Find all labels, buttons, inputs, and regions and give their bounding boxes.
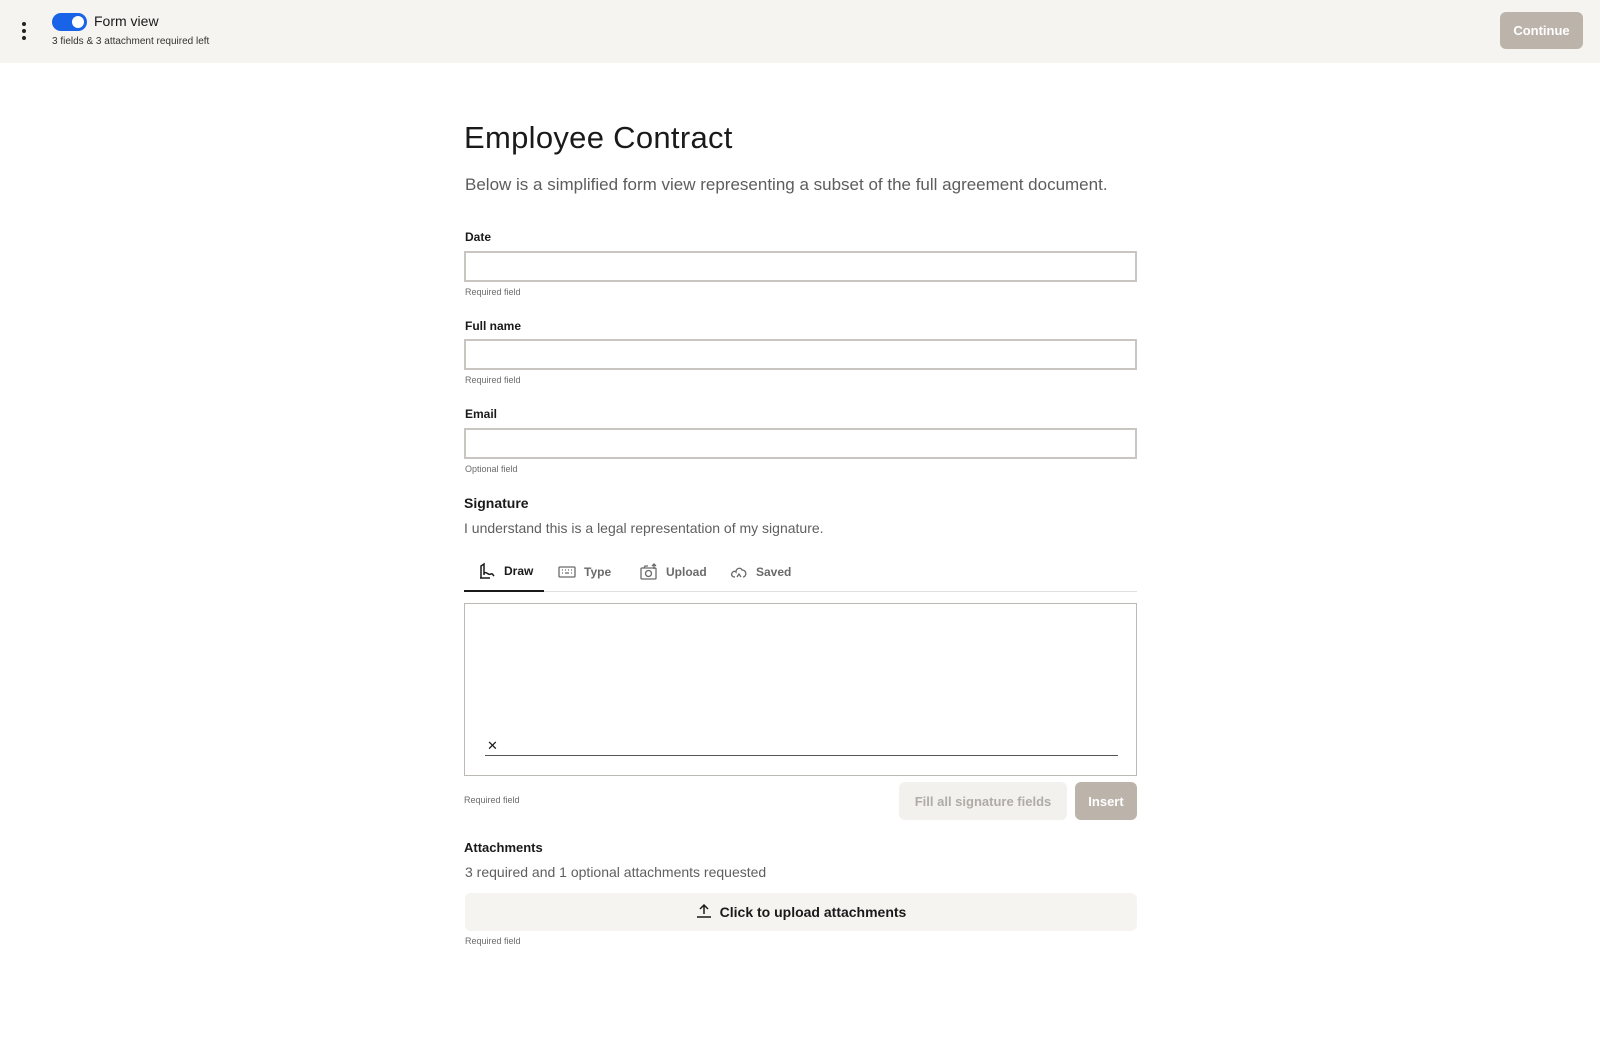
upload-icon	[696, 903, 712, 922]
attachments-hint: Required field	[465, 936, 521, 946]
date-input[interactable]	[464, 251, 1137, 282]
tab-draw[interactable]	[464, 552, 544, 592]
continue-button[interactable]: Continue	[1500, 12, 1583, 49]
tab-upload-label: Upload	[666, 565, 707, 579]
tab-type-label: Type	[584, 565, 612, 579]
email-hint: Optional field	[465, 464, 518, 474]
signature-tabs	[464, 552, 1137, 592]
date-hint: Required field	[465, 287, 521, 297]
date-label: Date	[465, 230, 492, 244]
more-vertical-icon[interactable]	[14, 18, 34, 44]
signature-x-mark: ✕	[487, 738, 498, 753]
email-input[interactable]	[464, 428, 1137, 459]
fill-all-signature-fields-button[interactable]: Fill all signature fields	[899, 782, 1067, 820]
attachments-title: Attachments	[464, 840, 543, 855]
attachments-description: 3 required and 1 optional attachments requested	[465, 864, 767, 880]
signature-description: I understand this is a legal representation of my signature.	[464, 520, 824, 536]
signature-draw-area[interactable]	[464, 603, 1137, 776]
tab-saved-label: Saved	[756, 565, 792, 579]
tab-upload[interactable]	[626, 552, 721, 592]
page-subtitle: Below is a simplified form view representing a subset of the full agreement document.	[465, 175, 1108, 194]
tab-draw-label: Draw	[504, 564, 534, 578]
cloud-icon	[730, 565, 748, 579]
email-label: Email	[465, 407, 498, 421]
page-title: Employee Contract	[464, 120, 733, 155]
keyboard-icon	[558, 565, 576, 579]
tab-type[interactable]	[544, 552, 625, 592]
camera-upload-icon	[640, 563, 658, 581]
full-name-label: Full name	[465, 319, 522, 333]
insert-button[interactable]: Insert	[1075, 782, 1137, 820]
top-bar	[0, 0, 1600, 63]
signature-hint: Required field	[464, 795, 520, 805]
upload-attachments-button[interactable]	[465, 893, 1137, 931]
form-view-toggle[interactable]	[52, 13, 87, 31]
toggle-knob	[72, 16, 84, 28]
signature-baseline	[485, 755, 1118, 756]
fields-remaining-status: 3 fields & 3 attachment required left	[52, 36, 210, 47]
upload-attachments-label: Click to upload attachments	[719, 904, 907, 920]
signature-title: Signature	[464, 495, 529, 511]
form-view-label: Form view	[94, 13, 159, 29]
full-name-input[interactable]	[464, 339, 1137, 370]
tab-saved[interactable]	[716, 552, 805, 592]
full-name-hint: Required field	[465, 375, 521, 385]
pen-draw-icon	[478, 562, 496, 580]
